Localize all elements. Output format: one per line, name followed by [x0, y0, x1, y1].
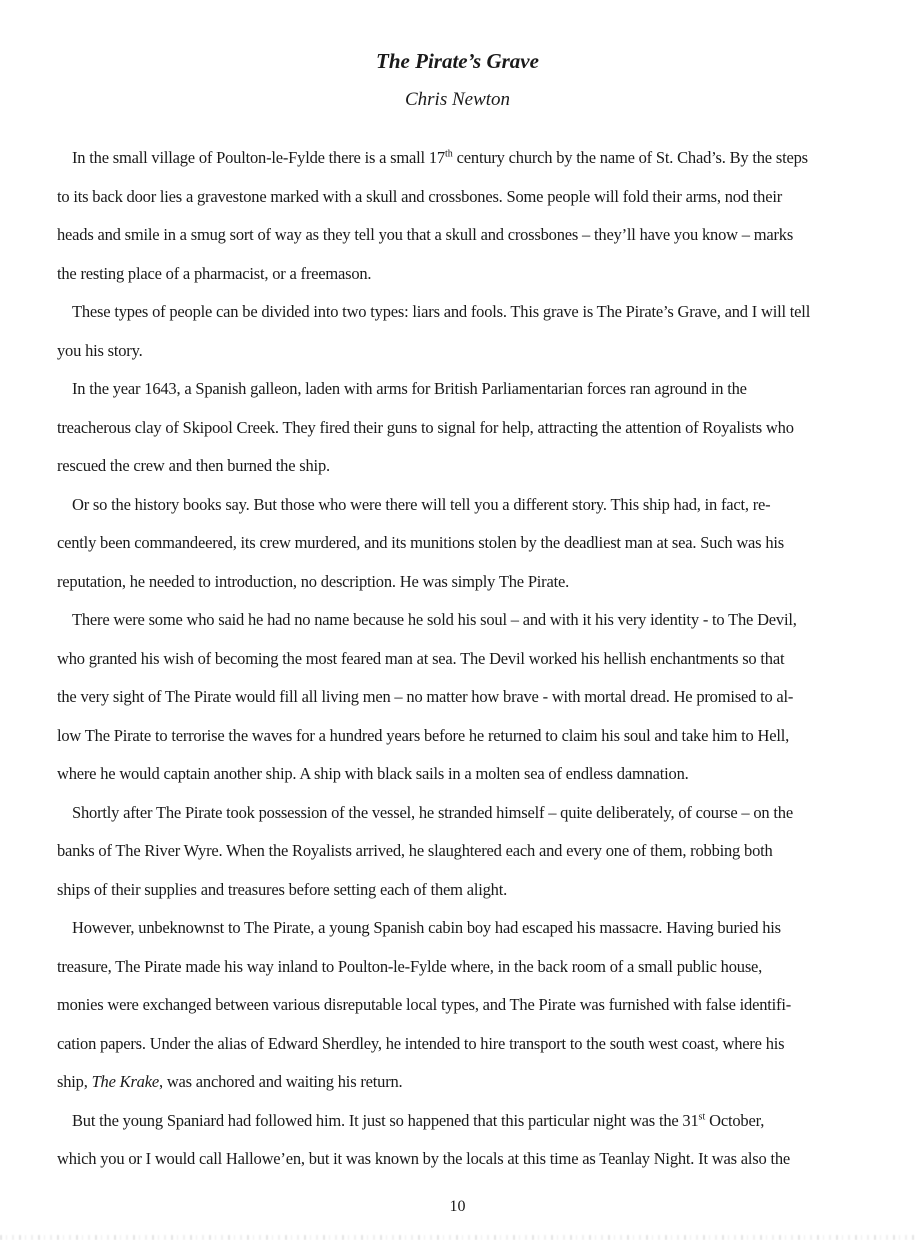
text-line: In the year 1643, a Spanish galleon, laden with arms for British Parliamentarian forces ran aground in the [72, 379, 747, 398]
text-line: treasure, The Pirate made his way inland to Poulton-le-Fylde where, in the back room of a small public house, [57, 956, 763, 976]
text-line: the resting place of a pharmacist, or a freemason. [57, 263, 372, 283]
text-line: where he would captain another ship. A ship with black sails in a molten sea of endless damnation. [57, 764, 689, 783]
line-text: ship, [57, 1072, 92, 1091]
text-line: However, unbeknownst to The Pirate, a young Spanish cabin boy had escaped his massacre. Having buried his [72, 918, 781, 937]
text-line [57, 1063, 862, 1102]
text-line: you his story. [57, 340, 143, 360]
text-line: heads and smile in a smug sort of way as they tell you that a skull and crossbones – they’ll have you know – marks [57, 225, 794, 244]
text-line: to its back door lies a gravestone marked with a skull and crossbones. Some people will fold their arms, nod their [57, 186, 783, 206]
next-page-text-bleed [0, 1235, 915, 1240]
text-line: reputation, he needed to introduction, no description. He was simply The Pirate. [57, 571, 570, 591]
text-line: which you or I would call Hallowe’en, but it was known by the locals at this time as Teanlay Night. It was also the [57, 1149, 791, 1168]
superscript-ordinal: th [444, 148, 453, 160]
line-text: But the young Spaniard had followed him. It just so happened that this particular night was the 31 [72, 1110, 699, 1130]
text-line: monies were exchanged between various disreputable local types, and The Pirate was furnished with false identifi- [57, 995, 792, 1014]
text-line: There were some who said he had no name because he sold his soul – and with it his very identity - to The Devil, [72, 610, 797, 629]
text-line: who granted his wish of becoming the most feared man at sea. The Devil worked his hellish enchantments so that [57, 648, 785, 668]
text-line: cation papers. Under the alias of Edward Sherdley, he intended to hire transport to the south west coast, where his [57, 1033, 785, 1053]
page-title: The Pirate’s Grave [376, 49, 539, 73]
text-line: cently been commandeered, its crew murdered, and its munitions stolen by the deadliest man at sea. Such was his [57, 533, 784, 552]
ship-name-italic: The Krake [91, 1072, 159, 1091]
line-text: October, [705, 1110, 765, 1130]
text-line: Shortly after The Pirate took possession of the vessel, he stranded himself – quite deliberately, of course – on the [72, 802, 793, 822]
text-line: These types of people can be divided into two types: liars and fools. This grave is The Pirate’s Grave, and I will tell [72, 302, 811, 321]
text-line: banks of The River Wyre. When the Royalists arrived, he slaughtered each and every one of them, robbing both [57, 841, 773, 860]
text-line: low The Pirate to terrorise the waves for a hundred years before he returned to claim his soul and take him to Hell, [57, 725, 790, 745]
superscript-ordinal: st [698, 1111, 706, 1122]
line-text: In the small village of Poulton-le-Fylde there is a small 17 [72, 148, 445, 167]
author-byline: Chris Newton [404, 89, 511, 110]
text-line: Or so the history books say. But those who were there will tell you a different story. This ship had, in fact, re- [72, 494, 771, 514]
text-line: the very sight of The Pirate would fill all living men – no matter how brave - with mortal dread. He promised to al- [57, 687, 794, 706]
line-text: , was anchored and waiting his return. [158, 1072, 403, 1091]
story-body [57, 139, 862, 1179]
page-number: 10 [449, 1198, 466, 1215]
line-text: century church by the name of St. Chad’s. By the steps [452, 148, 808, 167]
text-line: treacherous clay of Skipool Creek. They fired their guns to signal for help, attracting the attention of Royalists who [57, 417, 794, 437]
text-line [57, 139, 862, 178]
text-line [57, 1102, 862, 1141]
text-line: rescued the crew and then burned the ship. [57, 456, 330, 475]
text-line: ships of their supplies and treasures before setting each of them alight. [57, 879, 508, 899]
